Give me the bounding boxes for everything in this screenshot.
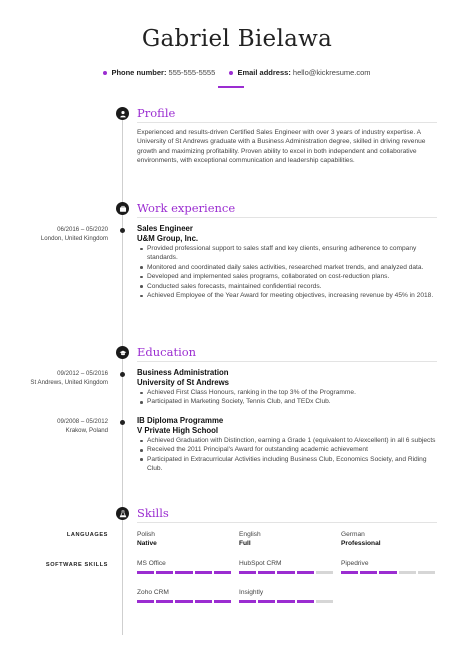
skill-level-bar bbox=[341, 571, 435, 574]
entry-location: London, United Kingdom bbox=[40, 235, 108, 242]
skill-level-bar bbox=[239, 571, 333, 574]
work-entry bbox=[137, 224, 437, 300]
language-name: German bbox=[341, 531, 365, 538]
entry-date-range: 06/2016 – 05/2020 bbox=[57, 226, 108, 233]
school-name: V Private High School bbox=[137, 425, 219, 435]
bullet-item: Provided professional support to sales staff and key clients, ensuring adherence to company standards. bbox=[147, 244, 437, 263]
skill-bar-segment bbox=[239, 571, 256, 574]
bullet-item: Conducted sales forecasts, maintained confidential records. bbox=[147, 282, 437, 291]
skill-bar-segment bbox=[258, 571, 275, 574]
skill-bar-segment bbox=[316, 600, 333, 603]
bullet-item: Achieved Graduation with Distinction, earning a Grade 1 (equivalent to A/excellent) in all 6 subjects bbox=[147, 437, 436, 444]
skill-bar-segment bbox=[277, 600, 294, 603]
candidate-name: Gabriel Bielawa bbox=[141, 26, 333, 52]
skill-bar-segment bbox=[399, 571, 416, 574]
education-entry bbox=[137, 416, 437, 474]
bullet-item: Developed and implemented sales programs, collaborated on cost-reduction plans. bbox=[147, 272, 437, 281]
email-label: Email address: bbox=[237, 68, 291, 77]
timeline-dot bbox=[120, 372, 125, 377]
degree-title: Business Administration bbox=[137, 368, 229, 377]
skill-name: Insightly bbox=[239, 589, 264, 596]
graduation-cap-icon bbox=[116, 346, 129, 359]
section-title-work: Work experience bbox=[137, 201, 236, 215]
section-divider bbox=[137, 522, 437, 523]
skill-name: MS Office bbox=[137, 560, 166, 567]
language-item bbox=[239, 530, 329, 548]
skill-bar-segment bbox=[214, 600, 231, 603]
bullet-item: Received the 2011 Principal's Award for outstanding academic achievement bbox=[147, 445, 437, 454]
education-bullets bbox=[137, 388, 437, 407]
section-title-profile: Profile bbox=[137, 106, 176, 120]
bullet-item: Monitored and coordinated daily sales activities, researched market trends, and analyzed data. bbox=[147, 263, 437, 272]
education-entry bbox=[137, 368, 437, 407]
software-skill bbox=[239, 559, 333, 574]
bullet-item: Achieved Employee of the Year Award for meeting objectives, increasing revenue by 45% in 2018. bbox=[147, 291, 437, 300]
header-accent-line bbox=[218, 86, 244, 88]
section-title-skills: Skills bbox=[137, 506, 169, 520]
skill-bar-segment bbox=[418, 571, 435, 574]
skill-bar-segment bbox=[360, 571, 377, 574]
profile-summary: Experienced and results-driven Certified Sales Engineer with over 3 years of industry expertise. A University of St Andrews graduate with a Business Administration degree, skilled in driving revenue growth and maximizing profitability. Proven ability to excel in both independent and collaborative environments, with exceptional communication and leadership capabilities. bbox=[137, 129, 426, 165]
language-level: Professional bbox=[341, 540, 381, 547]
skill-level-bar bbox=[137, 600, 231, 603]
entry-date-range: 09/2012 – 05/2016 bbox=[57, 370, 108, 377]
contact-line bbox=[0, 68, 474, 77]
entry-location: St Andrews, United Kingdom bbox=[30, 379, 108, 386]
bullet-item: Participated in Extracurricular Activities including Business Club, Economics Society, and Riding Club. bbox=[147, 455, 437, 474]
entry-date-range: 09/2008 – 05/2012 bbox=[57, 418, 108, 425]
skill-bar-segment bbox=[277, 571, 294, 574]
section-title-education: Education bbox=[137, 345, 197, 359]
bullet-dot-icon bbox=[229, 71, 233, 75]
email-value[interactable]: hello@kickresume.com bbox=[292, 68, 371, 77]
language-level: Full bbox=[239, 540, 251, 547]
section-divider bbox=[137, 122, 437, 123]
skill-bar-segment bbox=[258, 600, 275, 603]
timeline-dot bbox=[120, 228, 125, 233]
skill-bar-segment bbox=[214, 571, 231, 574]
skill-level-bar bbox=[137, 571, 231, 574]
language-name: English bbox=[239, 531, 261, 538]
education-entry-dates bbox=[0, 369, 108, 387]
flask-icon bbox=[116, 507, 129, 520]
skill-bar-segment bbox=[137, 571, 154, 574]
skill-bar-segment bbox=[297, 571, 314, 574]
skill-bar-segment bbox=[195, 600, 212, 603]
skill-bar-segment bbox=[297, 600, 314, 603]
briefcase-icon bbox=[116, 202, 129, 215]
work-entry-dates bbox=[0, 225, 108, 243]
languages-label: LANGUAGES bbox=[66, 532, 108, 538]
education-entry-dates bbox=[0, 417, 108, 435]
job-title: Sales Engineer bbox=[137, 224, 193, 233]
section-divider bbox=[137, 217, 437, 218]
skill-bar-segment bbox=[379, 571, 396, 574]
section-divider bbox=[137, 361, 437, 362]
software-skill bbox=[137, 559, 231, 574]
skill-bar-segment bbox=[195, 571, 212, 574]
skill-name: Zoho CRM bbox=[137, 589, 169, 596]
software-skills-label: SOFTWARE SKILLS bbox=[45, 562, 108, 568]
skill-bar-segment bbox=[316, 571, 333, 574]
software-skill bbox=[341, 559, 435, 574]
bullet-item: Participated in Marketing Society, Tennis Club, and TEDx Club. bbox=[147, 397, 437, 406]
language-level: Native bbox=[137, 540, 157, 547]
person-icon bbox=[116, 107, 129, 120]
phone-value[interactable]: 555-555-5555 bbox=[168, 68, 216, 77]
skill-name: Pipedrive bbox=[341, 560, 369, 567]
skill-bar-segment bbox=[239, 600, 256, 603]
phone-label: Phone number: bbox=[111, 68, 167, 77]
skill-name: HubSpot CRM bbox=[239, 560, 282, 567]
bullet-item: Achieved First Class Honours, ranking in the top 3% of the Programme. bbox=[147, 388, 437, 397]
school-name: University of St Andrews bbox=[137, 377, 229, 387]
skill-bar-segment bbox=[137, 600, 154, 603]
education-bullets bbox=[137, 436, 437, 474]
skill-level-bar bbox=[239, 600, 333, 603]
bullet-dot-icon bbox=[103, 71, 107, 75]
software-skill bbox=[137, 588, 231, 603]
entry-location: Krakow, Poland bbox=[65, 427, 108, 434]
skill-bar-segment bbox=[175, 600, 192, 603]
software-skill bbox=[239, 588, 333, 603]
skill-bar-segment bbox=[156, 600, 173, 603]
language-item bbox=[341, 530, 431, 548]
timeline-dot bbox=[120, 420, 125, 425]
skill-bar-segment bbox=[341, 571, 358, 574]
employer-name: U&M Group, Inc. bbox=[137, 233, 199, 243]
skill-bar-segment bbox=[156, 571, 173, 574]
skill-bar-segment bbox=[175, 571, 192, 574]
degree-title: IB Diploma Programme bbox=[137, 416, 224, 425]
language-item bbox=[137, 530, 227, 548]
language-name: Polish bbox=[137, 531, 155, 538]
job-bullets bbox=[137, 244, 437, 300]
